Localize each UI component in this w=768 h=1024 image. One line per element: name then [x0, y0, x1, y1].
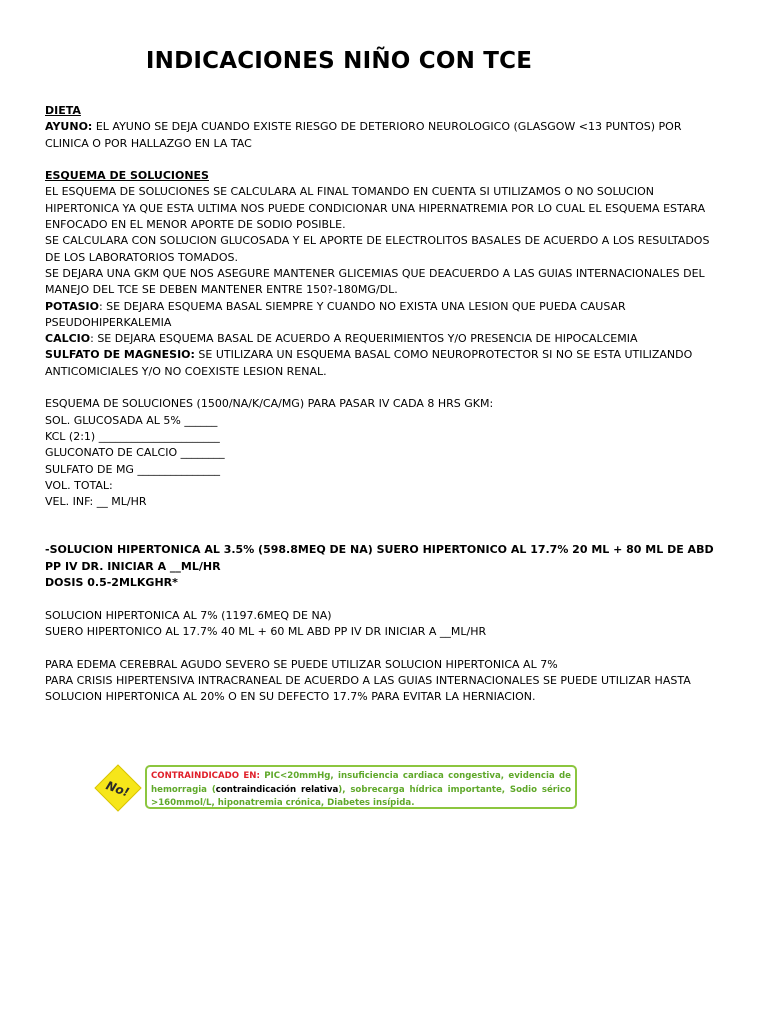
- calcio-label: CALCIO: [45, 332, 91, 346]
- calcio-text: : SE DEJARA ESQUEMA BASAL DE ACUERDO A REQUERIMIENTOS Y/O PRESENCIA DE HIPOCALCEMIA: [90, 332, 638, 346]
- ayuno-text: EL AYUNO SE DEJA CUANDO EXISTE RIESGO DE DETERIORO NEUROLOGICO (GLASGOW <13 PUNTOS) POR CLINICA O POR HALLAZGO EN LA TAC: [45, 120, 682, 150]
- document-body: [45, 103, 725, 705]
- potasio-label: POTASIO: [45, 299, 99, 313]
- ayuno-paragraph: [45, 119, 725, 152]
- sulfato-text: SE UTILIZARA UN ESQUEMA BASAL COMO NEUROPROTECTOR SI NO SE ESTA UTILIZANDO ANTICOMICIALES Y/O NO COEXISTE LESION RENAL.: [45, 348, 693, 378]
- potasio-text: : SE DEJARA ESQUEMA BASAL SIEMPRE Y CUANDO NO EXISTA UNA LESION QUE PUEDA CAUSAR PSEUDOHIPERKALEMIA: [45, 299, 626, 329]
- formula-header: ESQUEMA DE SOLUCIONES (1500/NA/K/CA/MG) PARA PASAR IV CADA 8 HRS GKM:: [45, 397, 494, 411]
- note-edema: PARA EDEMA CEREBRAL AGUDO SEVERO SE PUEDE UTILIZAR SOLUCION HIPERTONICA AL 7%: [45, 657, 558, 671]
- contraindication-box: [145, 765, 577, 809]
- contraindication-callout: [92, 762, 580, 814]
- contraindication-relative: contraindicación relativa: [215, 784, 339, 795]
- formula-line: SULFATO DE MG _______________: [45, 462, 220, 476]
- formula-line: VEL. INF: __ ML/HR: [45, 495, 147, 509]
- ayuno-label: AYUNO:: [45, 120, 93, 134]
- hipertonica-7-line: SOLUCION HIPERTONICA AL 7% (1197.6MEQ DE NA): [45, 608, 332, 622]
- formula-line: GLUCONATO DE CALCIO ________: [45, 446, 225, 460]
- esquema-heading: ESQUEMA DE SOLUCIONES: [45, 169, 209, 183]
- suero-17-7-line: SUERO HIPERTONICO AL 17.7% 40 ML + 60 ML ABD PP IV DR INICIAR A __ML/HR: [45, 624, 487, 638]
- hipertonica-3-5-line: -SOLUCION HIPERTONICA AL 3.5% (598.8MEQ DE NA) SUERO HIPERTONICO AL 17.7% 20 ML + 80 ML DE ABD PP IV DR. INICIAR A __ML/HR: [45, 543, 714, 573]
- contraindication-text-c: ), sobrecarga hídrica importante, Sodio sérico >160mmol/L, hiponatremia crónica, Diabetes insípida.: [151, 784, 571, 809]
- esquema-paragraph-2: SE CALCULARA CON SOLUCION GLUCOSADA Y EL APORTE DE ELECTROLITOS BASALES DE ACUERDO A LOS RESULTADOS DE LOS LABORATORIOS TOMADOS.: [45, 234, 710, 264]
- esquema-paragraph-3: SE DEJARA UNA GKM QUE NOS ASEGURE MANTENER GLICEMIAS QUE DEACUERDO A LAS GUIAS INTERNACIONALES DEL MANEJO DEL TCE SE DEBEN MANTENER ENTRE 150?-180MG/DL.: [45, 266, 705, 297]
- sulfato-paragraph: [45, 347, 725, 380]
- formula-line: VOL. TOTAL:: [45, 478, 113, 492]
- no-sign-text: No!: [104, 778, 132, 800]
- dieta-heading: DIETA: [45, 104, 81, 117]
- formula-line: SOL. GLUCOSADA AL 5% ______: [45, 413, 218, 427]
- dosis-line: DOSIS 0.5-2MLKGHR*: [45, 576, 178, 590]
- formula-line: KCL (2:1) ______________________: [45, 429, 220, 443]
- contraindication-text-a: PIC<20mmHg, insuficiencia cardiaca congestiva, evidencia de hemorragia (: [151, 771, 571, 795]
- potasio-paragraph: [45, 299, 725, 332]
- esquema-paragraph-1: EL ESQUEMA DE SOLUCIONES SE CALCULARA AL FINAL TOMANDO EN CUENTA SI UTILIZAMOS O NO SOLUCION HIPERTONICA YA QUE ESTA ULTIMA NOS PUEDE CONDICIONAR UNA HIPERNATREMIA POR LO CUAL EL ESQUEMA ESTARA ENFOCADO EN EL MENOR APORTE DE SODIO POSIBLE.: [45, 185, 706, 232]
- contraindication-label: CONTRAINDICADO EN:: [151, 771, 260, 781]
- note-crisis: PARA CRISIS HIPERTENSIVA INTRACRANEAL DE ACUERDO A LAS GUIAS INTERNACIONALES SE PUEDE UTILIZAR HASTA SOLUCION HIPERTONICA AL 20% O EN SU DEFECTO 17.7% PARA EVITAR LA HERNIACION.: [45, 673, 691, 704]
- calcio-paragraph: [45, 331, 725, 347]
- sulfato-label: SULFATO DE MAGNESIO:: [45, 348, 195, 362]
- no-warning-icon: [94, 764, 142, 812]
- page-title: INDICACIONES NIÑO CON TCE: [145, 48, 533, 74]
